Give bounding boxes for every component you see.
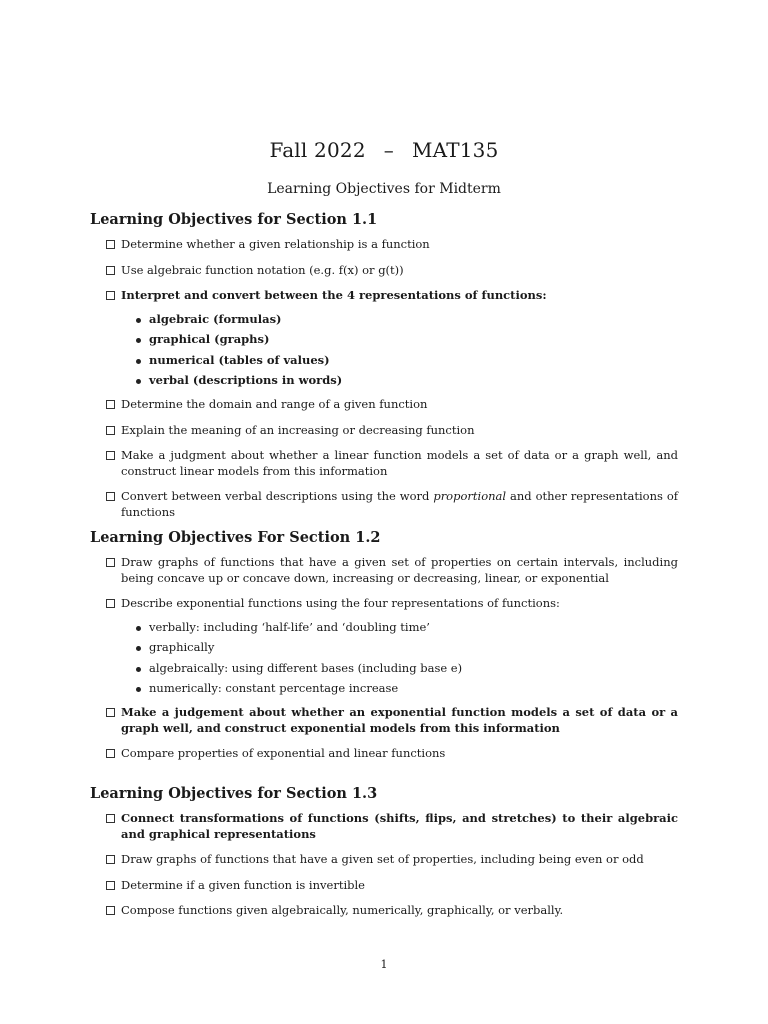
objective-text: Make a judgment about whether a linear function models a set of data or a graph well, and construct linear models from this information [121,448,678,478]
objective-text: Draw graphs of functions that have a given set of properties, including being even or odd [121,852,644,866]
bullet-icon [136,338,141,343]
checkbox-icon[interactable] [106,400,115,409]
objective-text-end: and other representations of functions [121,489,678,519]
section-heading: Learning Objectives for Section 1.3 [90,785,378,802]
objective-text: Make a judgement about whether an exponential function models a set of data or a graph well, and construct exponential models from this information [121,705,678,735]
bullet-icon [136,379,141,384]
checkbox-icon[interactable] [106,749,115,758]
objective-text: Connect transformations of functions (shifts, flips, and stretches) to their algebraic and graphical representations [121,811,678,841]
objective-item [90,705,678,736]
bullet-icon [136,667,141,672]
objective-text-start: Convert between verbal descriptions using the word [121,489,434,503]
bullet-icon [136,359,141,364]
checkbox-icon[interactable] [106,240,115,249]
list-item: algebraic (formulas) [136,312,690,327]
page-subtitle: Learning Objectives for Midterm [267,181,501,197]
section-heading: Learning Objectives for Section 1.1 [90,211,378,228]
objective-text: Determine whether a given relationship is a function [121,237,430,251]
objective-item [90,397,678,413]
objective-item [90,811,678,842]
sub-list [90,312,690,389]
checkbox-icon[interactable] [106,451,115,460]
bullet-icon [136,646,141,651]
objective-item [90,903,678,919]
objective-text: Compose functions given algebraically, numerically, graphically, or verbally. [121,903,564,917]
checkbox-icon[interactable] [106,814,115,823]
objective-item [90,852,678,868]
objective-item [90,288,678,304]
list-item: numerically: constant percentage increase [136,681,690,696]
checkbox-icon[interactable] [106,558,115,567]
term-label: Fall 2022 [269,138,366,162]
checkbox-icon[interactable] [106,266,115,275]
objective-text: Draw graphs of functions that have a given set of properties on certain intervals, including being concave up or concave down, increasing or decreasing, linear, or exponential [121,555,678,585]
list-item: graphically [136,640,690,655]
objective-text: Use algebraic function notation (e.g. f(x) or g(t)) [121,262,404,277]
checkbox-icon[interactable] [106,906,115,915]
list-item: verbally: including ‘half-life’ and ‘doubling time’ [136,620,690,635]
checkbox-icon[interactable] [106,708,115,717]
checkbox-icon[interactable] [106,291,115,300]
objective-text: Describe exponential functions using the four representations of functions: [121,596,560,610]
bullet-icon [136,626,141,631]
objective-item [90,489,678,520]
sub-list [90,620,690,697]
objective-text: Explain the meaning of an increasing or decreasing function [121,422,475,437]
title-separator: – [383,138,394,162]
bullet-icon [136,318,141,323]
objective-text: Determine if a given function is invertible [121,877,365,892]
section-1-1 [90,211,690,530]
objective-item [90,423,678,439]
checkbox-icon[interactable] [106,881,115,890]
objective-item [90,448,678,479]
section-1-3 [90,785,690,929]
objective-item [90,596,678,612]
emphasis-word: proportional [433,489,507,503]
objective-text: Compare properties of exponential and linear functions [121,746,446,760]
list-item: numerical (tables of values) [136,353,690,368]
checkbox-icon[interactable] [106,599,115,608]
checkbox-icon[interactable] [106,426,115,435]
page-number: 1 [380,958,388,971]
list-item: graphical (graphs) [136,332,690,347]
course-label: MAT135 [411,138,499,162]
list-item: verbal (descriptions in words) [136,373,690,388]
section-heading: Learning Objectives For Section 1.2 [90,529,381,546]
objective-text: Determine the domain and range of a given function [121,397,428,411]
objective-item [90,746,678,762]
checkbox-icon[interactable] [106,492,115,501]
section-1-2 [90,529,690,772]
page-title [0,138,768,162]
objective-item [90,555,678,586]
objective-text: Interpret and convert between the 4 representations of functions: [121,288,547,302]
objective-item [90,878,678,894]
objective-item [90,237,678,253]
bullet-icon [136,687,141,692]
list-item: algebraically: using different bases (including base e) [136,661,690,676]
checkbox-icon[interactable] [106,855,115,864]
objective-item [90,263,678,279]
